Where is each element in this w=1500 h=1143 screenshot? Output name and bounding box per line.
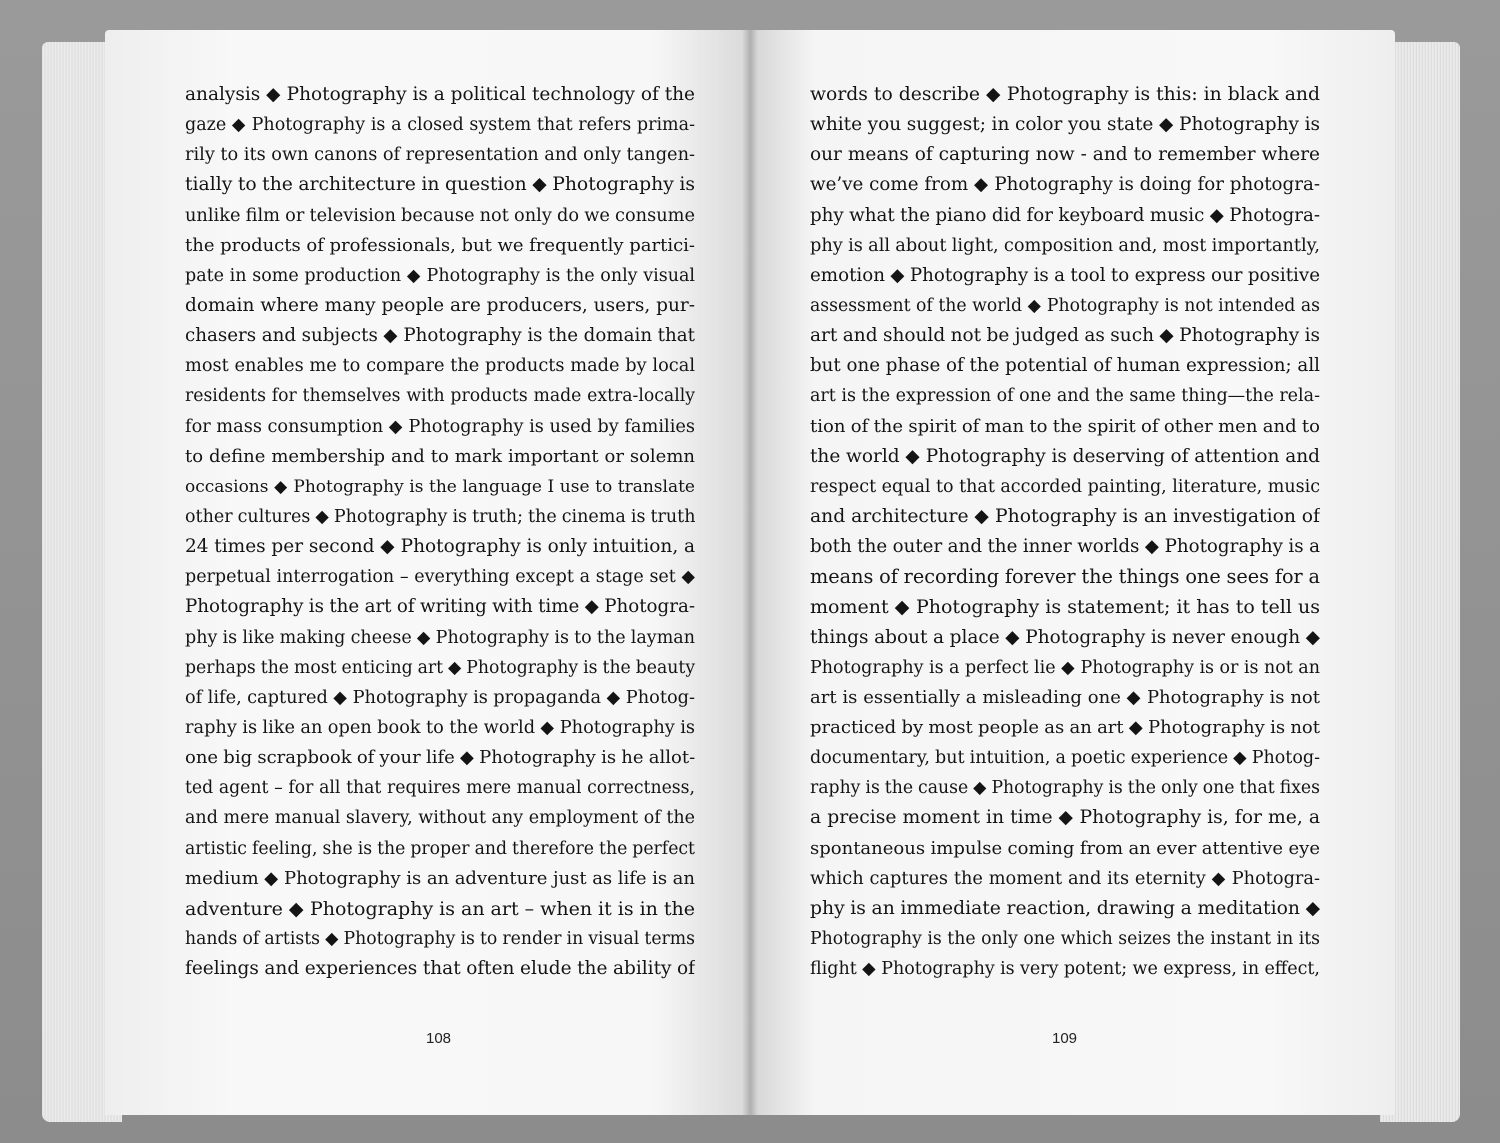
text-line: most enables me to compare the products made by local	[185, 356, 695, 377]
text-line: Photography is a perfect lie ◆ Photography is or is not an	[810, 657, 1320, 678]
book-gutter-shadow	[742, 30, 758, 1115]
text-line: art is essentially a misleading one ◆ Photography is not	[810, 686, 1320, 708]
text-line: our means of capturing now - and to remember where	[810, 144, 1320, 166]
text-line: feelings and experiences that often elude the ability of	[185, 958, 695, 980]
text-line: occasions ◆ Photography is the language I use to translate	[185, 476, 695, 497]
text-line: phy is an immediate reaction, drawing a meditation ◆	[810, 897, 1320, 919]
page-number-right: 109	[1052, 1030, 1078, 1047]
text-line: a precise moment in time ◆ Photography is, for me, a	[810, 807, 1320, 829]
text-line: both the outer and the inner worlds ◆ Photography is a	[810, 536, 1320, 558]
text-line: things about a place ◆ Photography is never enough ◆	[810, 626, 1320, 648]
text-line: documentary, but intuition, a poetic experience ◆ Photog-	[810, 748, 1320, 769]
text-line: spontaneous impulse coming from an ever attentive eye	[810, 837, 1320, 859]
text-line: the products of professionals, but we frequently partici-	[185, 234, 695, 256]
text-line: rily to its own canons of representation and only tangen-	[185, 145, 695, 166]
text-line: phy what the piano did for keyboard music ◆ Photogra-	[810, 204, 1320, 226]
text-line: and architecture ◆ Photography is an investigation of	[810, 505, 1320, 527]
right-page-text	[810, 80, 1320, 984]
text-line: moment ◆ Photography is statement; it has to tell us	[810, 596, 1320, 619]
text-line: art is the expression of one and the same thing—the rela-	[810, 386, 1320, 407]
text-line: white you suggest; in color you state ◆ Photography is	[810, 114, 1320, 136]
text-line: phy is like making cheese ◆ Photography is to the layman	[185, 627, 695, 648]
text-line: the world ◆ Photography is deserving of attention and	[810, 445, 1320, 467]
text-line: other cultures ◆ Photography is truth; the cinema is truth	[185, 506, 695, 527]
text-line: we’ve come from ◆ Photography is doing for photogra-	[810, 174, 1320, 196]
text-line: pate in some production ◆ Photography is the only visual	[185, 265, 695, 286]
text-line: respect equal to that accorded painting, literature, music	[810, 476, 1320, 497]
left-page-text	[185, 80, 695, 984]
text-line: perpetual interrogation – everything except a stage set ◆	[185, 567, 695, 588]
page-number-left: 108	[426, 1030, 452, 1047]
text-line: one big scrapbook of your life ◆ Photography is he allot-	[185, 747, 695, 769]
text-line: analysis ◆ Photography is a political technology of the	[185, 84, 695, 105]
text-line: words to describe ◆ Photography is this: in black and	[810, 84, 1320, 105]
text-line: Photography is the art of writing with time ◆ Photogra-	[185, 596, 695, 618]
text-line: domain where many people are producers, users, pur-	[185, 294, 695, 316]
right-page	[750, 30, 1395, 1115]
text-line: for mass consumption ◆ Photography is used by families	[185, 416, 695, 437]
text-line: residents for themselves with products made extra-locally	[185, 386, 695, 407]
text-line: ted agent – for all that requires mere manual correctness,	[185, 778, 695, 799]
text-line: raphy is like an open book to the world ◆ Photography is	[185, 717, 695, 738]
text-line: unlike film or television because not only do we consume	[185, 205, 695, 226]
text-line: but one phase of the potential of human expression; all	[810, 355, 1320, 377]
left-page	[105, 30, 750, 1115]
text-line: raphy is the cause ◆ Photography is the only one that fixes	[810, 778, 1320, 799]
text-line: assessment of the world ◆ Photography is not intended as	[810, 295, 1320, 316]
text-line: medium ◆ Photography is an adventure just as life is an	[185, 867, 695, 889]
text-line: adventure ◆ Photography is an art – when it is in the	[185, 897, 695, 920]
text-line: tially to the architecture in question ◆ Photography is	[185, 174, 695, 196]
text-line: perhaps the most enticing art ◆ Photography is the beauty	[185, 657, 695, 678]
text-line: phy is all about light, composition and, most importantly,	[810, 235, 1320, 256]
text-line: hands of artists ◆ Photography is to render in visual terms	[185, 928, 695, 949]
text-line: means of recording forever the things one sees for a	[810, 565, 1320, 589]
text-line: practiced by most people as an art ◆ Photography is not	[810, 716, 1320, 738]
text-line: Photography is the only one which seizes the instant in its	[810, 928, 1320, 949]
text-line: chasers and subjects ◆ Photography is the domain that	[185, 325, 695, 347]
text-line: of life, captured ◆ Photography is propaganda ◆ Photog-	[185, 687, 695, 708]
text-line: which captures the moment and its eternity ◆ Photogra-	[810, 868, 1320, 889]
text-line: 24 times per second ◆ Photography is only intuition, a	[185, 536, 695, 558]
text-line: tion of the spirit of man to the spirit of other men and to	[810, 415, 1320, 437]
text-line: gaze ◆ Photography is a closed system that refers prima-	[185, 115, 695, 136]
text-line: emotion ◆ Photography is a tool to express our positive	[810, 264, 1320, 286]
text-line: flight ◆ Photography is very potent; we express, in effect,	[810, 959, 1320, 980]
text-line: and mere manual slavery, without any employment of the	[185, 808, 695, 829]
text-line: art and should not be judged as such ◆ Photography is	[810, 325, 1320, 347]
text-line: to define membership and to mark important or solemn	[185, 445, 695, 467]
text-line: artistic feeling, she is the proper and therefore the perfect	[185, 838, 695, 859]
